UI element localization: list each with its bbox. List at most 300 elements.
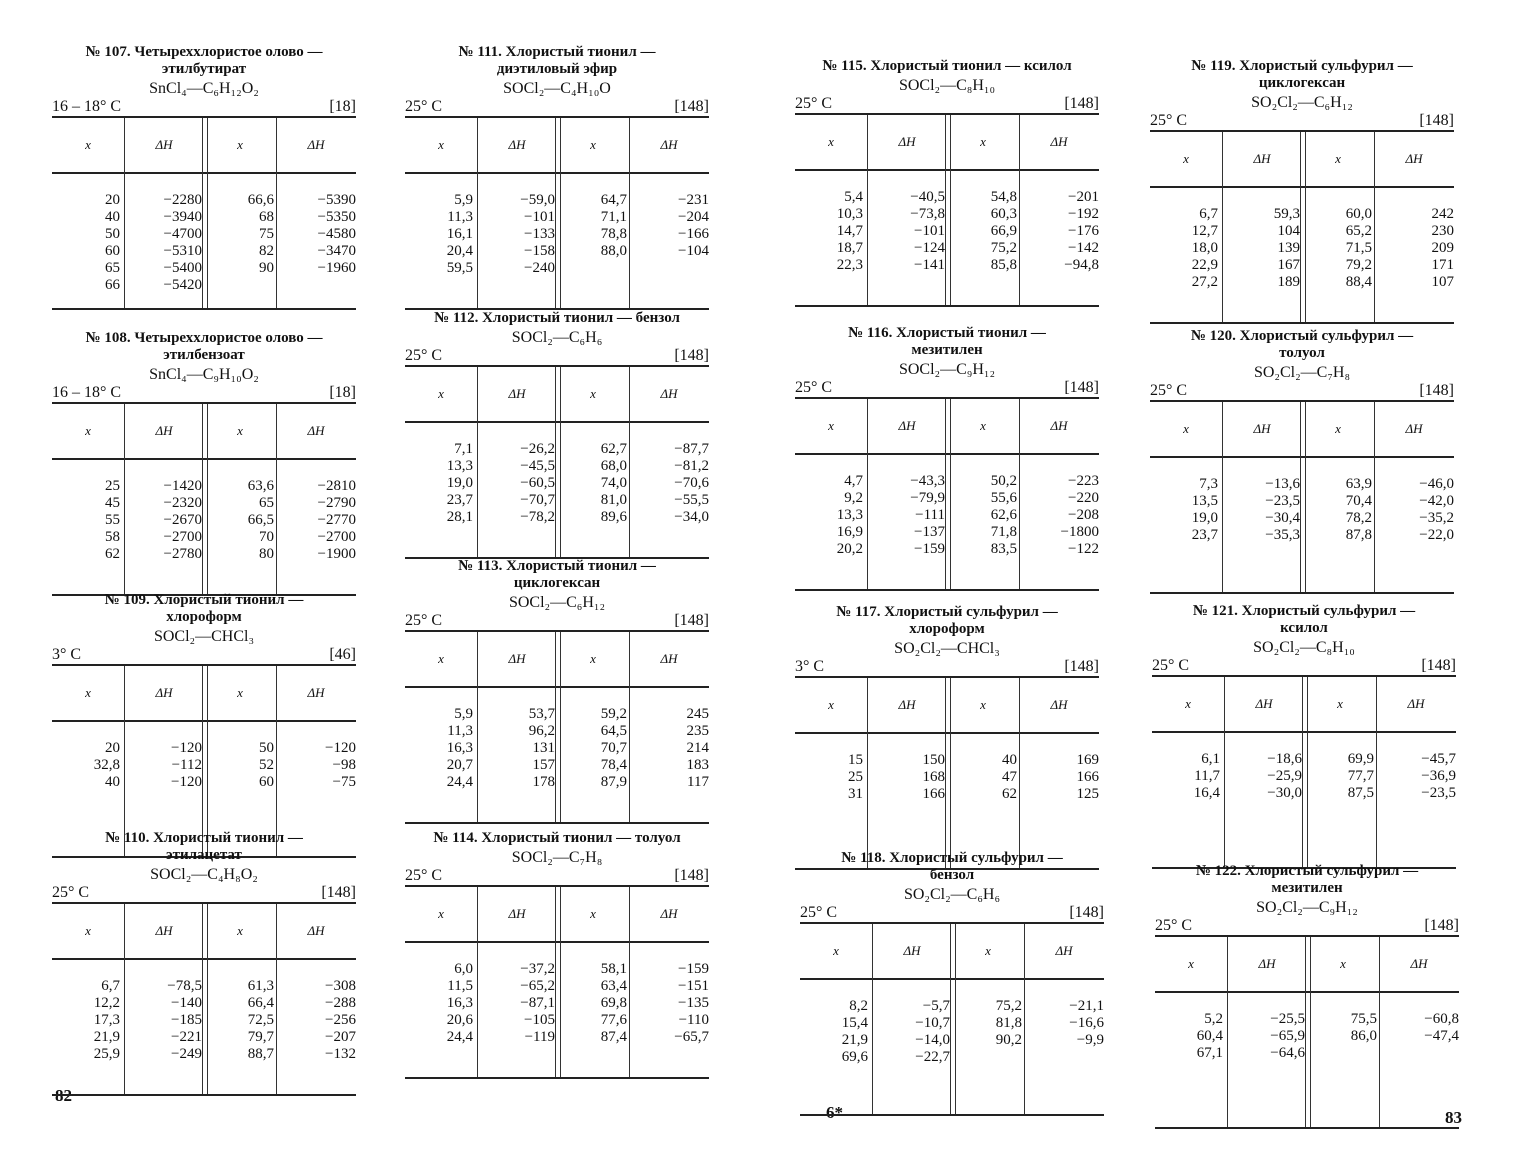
double-column-rule xyxy=(1302,677,1308,867)
header-x: x xyxy=(980,418,986,433)
header-x: x xyxy=(237,685,243,700)
header-x: x xyxy=(1340,956,1346,971)
header-dh: ΔH xyxy=(903,943,921,958)
dh-column: −40,5 −73,8 −101 −124 −141 xyxy=(910,189,945,273)
column-rule xyxy=(1024,924,1025,1114)
header-dh: ΔH xyxy=(155,923,173,938)
conditions-row xyxy=(52,98,356,116)
table-block xyxy=(405,310,709,559)
conditions-row xyxy=(405,612,709,630)
data-table xyxy=(1150,130,1454,324)
temperature: 25° C xyxy=(1150,382,1188,399)
temperature: 25° C xyxy=(405,867,443,884)
header-dh: ΔH xyxy=(307,685,325,700)
formula: SOCl₂—C₄H₁₀O xyxy=(503,80,611,97)
data-table xyxy=(795,113,1099,307)
data-table xyxy=(1155,935,1459,1129)
temperature: 16 – 18° C xyxy=(52,384,122,401)
formula: SOCl₂—CHCl₃ xyxy=(153,628,255,645)
x-column: 6,1 11,7 16,4 xyxy=(1193,751,1220,801)
signature-mark: 6* xyxy=(826,1103,843,1122)
header-dh: ΔH xyxy=(898,697,916,712)
column-rule xyxy=(629,887,630,1077)
double-column-rule xyxy=(945,115,951,305)
dh-column: −159 −151 −135 −110 −65,7 xyxy=(674,961,709,1045)
dh-column: −26,2 −45,5 −60,5 −70,7 −78,2 xyxy=(520,441,555,525)
header-x: x xyxy=(833,943,839,958)
formula: SO₂Cl₂—C₆H₆ xyxy=(903,886,1001,903)
column-rule xyxy=(629,632,630,822)
temperature: 3° C xyxy=(52,646,82,663)
temperature: 25° C xyxy=(405,98,443,115)
table-subtitle: хлороформ xyxy=(909,621,985,637)
header-dh: ΔH xyxy=(508,651,526,666)
reference: [148] xyxy=(321,884,356,901)
table-title: № 108. Четыреххлористое олово — xyxy=(85,330,323,346)
header-x: x xyxy=(438,386,444,401)
temperature: 25° C xyxy=(405,347,443,364)
header-dh: ΔH xyxy=(155,685,173,700)
formula: SnCl₄—C₆H₁₂O₂ xyxy=(149,80,259,97)
table-block xyxy=(405,830,709,1079)
dh-column: −2280 −3940 −4700 −5310 −5400 −5420 xyxy=(163,192,202,293)
header-x: x xyxy=(590,137,596,152)
double-column-rule xyxy=(945,678,951,868)
data-table xyxy=(795,397,1099,591)
header-dh: ΔH xyxy=(660,651,678,666)
dh-column: −43,3 −79,9 −111 −137 −159 xyxy=(910,473,945,557)
header-dh: ΔH xyxy=(508,906,526,921)
column-rule xyxy=(1019,399,1020,589)
table-block xyxy=(52,592,356,858)
data-table xyxy=(1152,675,1456,869)
x-column: 4,7 9,2 13,3 16,9 20,2 xyxy=(836,473,863,557)
column-rule xyxy=(477,887,478,1077)
dh-column: 53,7 96,2 131 157 178 xyxy=(528,706,555,790)
table-block xyxy=(405,558,709,824)
double-column-rule xyxy=(555,632,561,822)
dh-column: −78,5 −140 −185 −221 −249 xyxy=(167,978,202,1062)
reference: [148] xyxy=(1064,658,1099,675)
dh-column: −231 −204 −166 −104 xyxy=(678,192,709,259)
x-column: 60,0 65,2 71,5 79,2 88,4 xyxy=(1345,206,1372,290)
reference: [148] xyxy=(674,347,709,364)
header-dh: ΔH xyxy=(1055,943,1073,958)
header-x: x xyxy=(1183,151,1189,166)
temperature: 25° C xyxy=(1155,917,1193,934)
table-title: № 115. Хлористый тионил — ксилол xyxy=(822,58,1072,74)
data-table xyxy=(52,664,356,858)
header-dh: ΔH xyxy=(307,423,325,438)
page-number-left: 82 xyxy=(55,1086,72,1105)
table-block xyxy=(1155,863,1459,1129)
reference: [18] xyxy=(329,98,356,115)
table-subtitle: ксилол xyxy=(1280,620,1328,636)
x-column: 20 40 50 60 65 66 xyxy=(105,192,120,293)
conditions-row xyxy=(52,884,356,902)
dh-column: −60,8 −47,4 xyxy=(1424,1011,1459,1044)
column-rule xyxy=(629,118,630,308)
conditions-row xyxy=(795,95,1099,113)
header-x: x xyxy=(980,697,986,712)
column-rule xyxy=(1227,937,1228,1127)
header-dh: ΔH xyxy=(1255,696,1273,711)
table-subtitle: мезитилен xyxy=(911,342,983,358)
formula: SOCl₂—C₇H₈ xyxy=(511,849,603,866)
header-x: x xyxy=(1185,696,1191,711)
header-x: x xyxy=(828,134,834,149)
table-block xyxy=(795,604,1099,870)
column-rule xyxy=(124,666,125,856)
header-dh: ΔH xyxy=(1407,696,1425,711)
x-column: 64,7 71,1 78,8 88,0 xyxy=(600,192,627,259)
formula: SO₂Cl₂—CHCl₃ xyxy=(894,640,1000,657)
x-column: 6,0 11,5 16,3 20,6 24,4 xyxy=(446,961,473,1045)
header-x: x xyxy=(828,697,834,712)
table-title: № 116. Хлористый тионил — xyxy=(848,325,1046,341)
dh-column: −5390 −5350 −4580 −3470 −1960 xyxy=(317,192,356,276)
data-table xyxy=(405,885,709,1079)
conditions-row xyxy=(1150,112,1454,130)
header-x: x xyxy=(85,923,91,938)
column-rule xyxy=(477,367,478,557)
table-subtitle: этилбутират xyxy=(161,61,247,77)
reference: [148] xyxy=(674,867,709,884)
reference: [148] xyxy=(674,612,709,629)
reference: [18] xyxy=(329,384,356,401)
table-block xyxy=(1152,603,1456,869)
conditions-row xyxy=(795,658,1099,676)
table-title: № 113. Хлористый тионил — xyxy=(458,558,656,574)
double-column-rule xyxy=(555,887,561,1077)
dh-column: 245 235 214 183 117 xyxy=(686,706,709,790)
x-column: 61,3 66,4 72,5 79,7 88,7 xyxy=(247,978,274,1062)
header-dh: ΔH xyxy=(660,906,678,921)
x-column: 20 32,8 40 xyxy=(93,740,120,790)
header-x: x xyxy=(1183,421,1189,436)
double-column-rule xyxy=(1305,937,1311,1127)
table-subtitle: бензол xyxy=(929,867,975,883)
table-block xyxy=(52,330,356,596)
header-dh: ΔH xyxy=(1405,421,1423,436)
dh-column: −120 −112 −120 xyxy=(171,740,202,790)
column-rule xyxy=(872,924,873,1114)
reference: [46] xyxy=(329,646,356,663)
table-block xyxy=(52,830,356,1096)
data-table xyxy=(405,116,709,310)
header-x: x xyxy=(828,418,834,433)
temperature: 25° C xyxy=(52,884,90,901)
table-subtitle: этилбензоат xyxy=(163,347,245,363)
table-title: № 117. Хлористый сульфурил — xyxy=(836,604,1058,620)
dh-column: −59,0 −101 −133 −158 −240 xyxy=(520,192,555,276)
table-title: № 118. Хлористый сульфурил — xyxy=(841,850,1063,866)
column-rule xyxy=(1376,677,1377,867)
table-title: № 119. Хлористый сульфурил — xyxy=(1191,58,1413,74)
data-table xyxy=(52,902,356,1096)
x-column: 59,2 64,5 70,7 78,4 87,9 xyxy=(600,706,627,790)
formula: SO₂Cl₂—C₇H₈ xyxy=(1253,364,1351,381)
header-dh: ΔH xyxy=(1253,151,1271,166)
x-column: 58,1 63,4 69,8 77,6 87,4 xyxy=(600,961,627,1045)
header-x: x xyxy=(590,906,596,921)
header-dh: ΔH xyxy=(1050,418,1068,433)
dh-column: −37,2 −65,2 −87,1 −105 −119 xyxy=(520,961,555,1045)
x-column: 50 52 60 xyxy=(259,740,274,790)
header-x: x xyxy=(590,386,596,401)
table-block xyxy=(795,325,1099,591)
double-column-rule xyxy=(202,904,208,1094)
table-subtitle: циклогексан xyxy=(513,575,601,591)
formula: SO₂Cl₂—C₉H₁₂ xyxy=(1256,899,1358,916)
dh-column: 150 168 166 xyxy=(922,752,945,802)
table-subtitle: хлороформ xyxy=(166,609,242,625)
temperature: 25° C xyxy=(795,95,833,112)
x-column: 63,6 65 66,5 70 80 xyxy=(247,478,274,562)
column-rule xyxy=(1019,678,1020,868)
header-x: x xyxy=(438,651,444,666)
header-x: x xyxy=(237,137,243,152)
table-block xyxy=(800,850,1104,1116)
x-column: 75,2 81,8 90,2 xyxy=(995,998,1022,1048)
dh-column: −46,0 −42,0 −35,2 −22,0 xyxy=(1419,476,1454,543)
header-dh: ΔH xyxy=(508,137,526,152)
column-rule xyxy=(477,118,478,308)
formula: SOCl₂—C₉H₁₂ xyxy=(898,361,996,378)
x-column: 6,7 12,2 17,3 21,9 25,9 xyxy=(93,978,120,1062)
dh-column: −120 −98 −75 xyxy=(325,740,356,790)
x-column: 25 45 55 58 62 xyxy=(105,478,120,562)
header-x: x xyxy=(237,923,243,938)
reference: [148] xyxy=(674,98,709,115)
reference: [148] xyxy=(1421,657,1456,674)
table-subtitle: циклогексан xyxy=(1258,75,1346,91)
data-table xyxy=(795,676,1099,870)
formula: SOCl₂—C₆H₁₂ xyxy=(508,594,606,611)
column-rule xyxy=(1374,402,1375,592)
table-block xyxy=(1150,328,1454,594)
header-dh: ΔH xyxy=(508,386,526,401)
column-rule xyxy=(867,399,868,589)
column-rule xyxy=(124,904,125,1094)
conditions-row xyxy=(1150,382,1454,400)
x-column: 75,5 86,0 xyxy=(1350,1011,1377,1044)
table-title: № 111. Хлористый тионил — xyxy=(458,44,656,60)
column-rule xyxy=(1224,677,1225,867)
table-block xyxy=(405,44,709,310)
formula: SO₂Cl₂—C₆H₁₂ xyxy=(1251,94,1353,111)
table-block xyxy=(795,58,1099,307)
column-rule xyxy=(276,118,277,308)
x-column: 62,7 68,0 74,0 81,0 89,6 xyxy=(600,441,627,525)
page-number-right: 83 xyxy=(1445,1108,1462,1127)
header-dh: ΔH xyxy=(898,418,916,433)
reference: [148] xyxy=(1419,382,1454,399)
table-title: № 120. Хлористый сульфурил — xyxy=(1190,328,1414,344)
table-title: № 121. Хлористый сульфурил — xyxy=(1192,603,1416,619)
header-dh: ΔH xyxy=(307,137,325,152)
header-x: x xyxy=(985,943,991,958)
formula: SOCl₂—C₄H₈O₂ xyxy=(150,866,258,883)
temperature: 3° C xyxy=(795,658,825,675)
dh-column: −25,5 −65,9 −64,6 xyxy=(1270,1011,1305,1061)
double-column-rule xyxy=(1300,402,1306,592)
double-column-rule xyxy=(202,404,208,594)
dh-column: 169 166 125 xyxy=(1076,752,1099,802)
header-x: x xyxy=(1335,151,1341,166)
reference: [148] xyxy=(1424,917,1459,934)
dh-column: −308 −288 −256 −207 −132 xyxy=(325,978,356,1062)
column-rule xyxy=(867,678,868,868)
x-column: 69,9 77,7 87,5 xyxy=(1347,751,1374,801)
dh-column: −2810 −2790 −2770 −2700 −1900 xyxy=(317,478,356,562)
conditions-row xyxy=(405,347,709,365)
table-subtitle: мезитилен xyxy=(1271,880,1343,896)
header-dh: ΔH xyxy=(1050,134,1068,149)
header-x: x xyxy=(590,651,596,666)
table-subtitle: толуол xyxy=(1279,345,1325,361)
x-column: 5,9 11,3 16,1 20,4 59,5 xyxy=(446,192,473,276)
temperature: 25° C xyxy=(1152,657,1190,674)
column-rule xyxy=(1379,937,1380,1127)
double-column-rule xyxy=(950,924,956,1114)
dh-column: −223 −220 −208 −1800 −122 xyxy=(1060,473,1099,557)
x-column: 6,7 12,7 18,0 22,9 27,2 xyxy=(1191,206,1218,290)
double-column-rule xyxy=(945,399,951,589)
header-dh: ΔH xyxy=(660,386,678,401)
column-rule xyxy=(276,666,277,856)
header-x: x xyxy=(237,423,243,438)
header-dh: ΔH xyxy=(1253,421,1271,436)
x-column: 66,6 68 75 82 90 xyxy=(247,192,274,276)
reference: [148] xyxy=(1069,904,1104,921)
x-column: 5,2 60,4 67,1 xyxy=(1196,1011,1223,1061)
formula: SO₂Cl₂—C₈H₁₀ xyxy=(1253,639,1355,656)
double-column-rule xyxy=(1300,132,1306,322)
conditions-row xyxy=(1155,917,1459,935)
header-x: x xyxy=(85,423,91,438)
x-column: 54,8 60,3 66,9 75,2 85,8 xyxy=(990,189,1017,273)
double-column-rule xyxy=(555,367,561,557)
column-rule xyxy=(124,404,125,594)
table-title: № 110. Хлористый тионил — xyxy=(105,830,303,846)
column-rule xyxy=(1222,402,1223,592)
conditions-row xyxy=(52,384,356,402)
column-rule xyxy=(629,367,630,557)
data-table xyxy=(52,116,356,310)
header-dh: ΔH xyxy=(660,137,678,152)
header-x: x xyxy=(980,134,986,149)
column-rule xyxy=(1019,115,1020,305)
header-dh: ΔH xyxy=(1050,697,1068,712)
header-dh: ΔH xyxy=(1410,956,1428,971)
conditions-row xyxy=(800,904,1104,922)
table-block xyxy=(52,44,356,310)
header-dh: ΔH xyxy=(155,423,173,438)
x-column: 5,4 10,3 14,7 18,7 22,3 xyxy=(836,189,863,273)
data-table xyxy=(52,402,356,596)
column-rule xyxy=(124,118,125,308)
formula: SnCl₄—C₉H₁₀O₂ xyxy=(149,366,259,383)
column-rule xyxy=(276,404,277,594)
table-title: № 107. Четыреххлористое олово — xyxy=(85,44,323,60)
x-column: 15 25 31 xyxy=(848,752,863,802)
dh-column: −13,6 −23,5 −30,4 −35,3 xyxy=(1265,476,1300,543)
dh-column: −5,7 −10,7 −14,0 −22,7 xyxy=(915,998,950,1065)
x-column: 8,2 15,4 21,9 69,6 xyxy=(841,998,868,1065)
conditions-row xyxy=(795,379,1099,397)
x-column: 63,9 70,4 78,2 87,8 xyxy=(1345,476,1372,543)
dh-column: −18,6 −25,9 −30,0 xyxy=(1267,751,1302,801)
dh-column: −201 −192 −176 −142 −94,8 xyxy=(1064,189,1099,273)
column-rule xyxy=(1374,132,1375,322)
formula: SOCl₂—C₈H₁₀ xyxy=(898,77,996,94)
header-x: x xyxy=(1337,696,1343,711)
header-x: x xyxy=(438,906,444,921)
dh-column: −21,1 −16,6 −9,9 xyxy=(1069,998,1104,1048)
x-column: 7,1 13,3 19,0 23,7 28,1 xyxy=(446,441,473,525)
header-dh: ΔH xyxy=(155,137,173,152)
double-column-rule xyxy=(202,666,208,856)
double-column-rule xyxy=(202,118,208,308)
data-table xyxy=(1150,400,1454,594)
x-column: 7,3 13,5 19,0 23,7 xyxy=(1191,476,1218,543)
table-title: № 112. Хлористый тионил — бензол xyxy=(434,310,680,326)
x-column: 40 47 62 xyxy=(1002,752,1017,802)
column-rule xyxy=(477,632,478,822)
header-x: x xyxy=(1335,421,1341,436)
table-subtitle: диэтиловый эфир xyxy=(496,61,618,77)
temperature: 25° C xyxy=(1150,112,1188,129)
header-x: x xyxy=(438,137,444,152)
reference: [148] xyxy=(1419,112,1454,129)
data-table xyxy=(405,365,709,559)
reference: [148] xyxy=(1064,379,1099,396)
dh-column: 242 230 209 171 107 xyxy=(1431,206,1454,290)
column-rule xyxy=(867,115,868,305)
header-dh: ΔH xyxy=(1258,956,1276,971)
dh-column: −45,7 −36,9 −23,5 xyxy=(1421,751,1456,801)
conditions-row xyxy=(1152,657,1456,675)
dh-column: 59,3 104 139 167 189 xyxy=(1273,206,1300,290)
table-subtitle: этилацетат xyxy=(166,847,242,863)
header-dh: ΔH xyxy=(898,134,916,149)
table-title: № 109. Хлористый тионил — xyxy=(104,592,304,608)
data-table xyxy=(405,630,709,824)
temperature: 25° C xyxy=(795,379,833,396)
table-block xyxy=(1150,58,1454,324)
column-rule xyxy=(1222,132,1223,322)
conditions-row xyxy=(52,646,356,664)
table-title: № 122. Хлористый сульфурил — xyxy=(1195,863,1419,879)
column-rule xyxy=(276,904,277,1094)
formula: SOCl₂—C₆H₆ xyxy=(511,329,603,346)
dh-column: −87,7 −81,2 −70,6 −55,5 −34,0 xyxy=(674,441,709,525)
header-x: x xyxy=(85,685,91,700)
table-title: № 114. Хлористый тионил — толуол xyxy=(433,830,681,846)
dh-column: −1420 −2320 −2670 −2700 −2780 xyxy=(163,478,202,562)
data-table xyxy=(800,922,1104,1116)
header-dh: ΔH xyxy=(307,923,325,938)
double-column-rule xyxy=(555,118,561,308)
header-x: x xyxy=(85,137,91,152)
reference: [148] xyxy=(1064,95,1099,112)
header-x: x xyxy=(1188,956,1194,971)
conditions-row xyxy=(405,867,709,885)
temperature: 25° C xyxy=(405,612,443,629)
x-column: 50,2 55,6 62,6 71,8 83,5 xyxy=(990,473,1017,557)
conditions-row xyxy=(405,98,709,116)
